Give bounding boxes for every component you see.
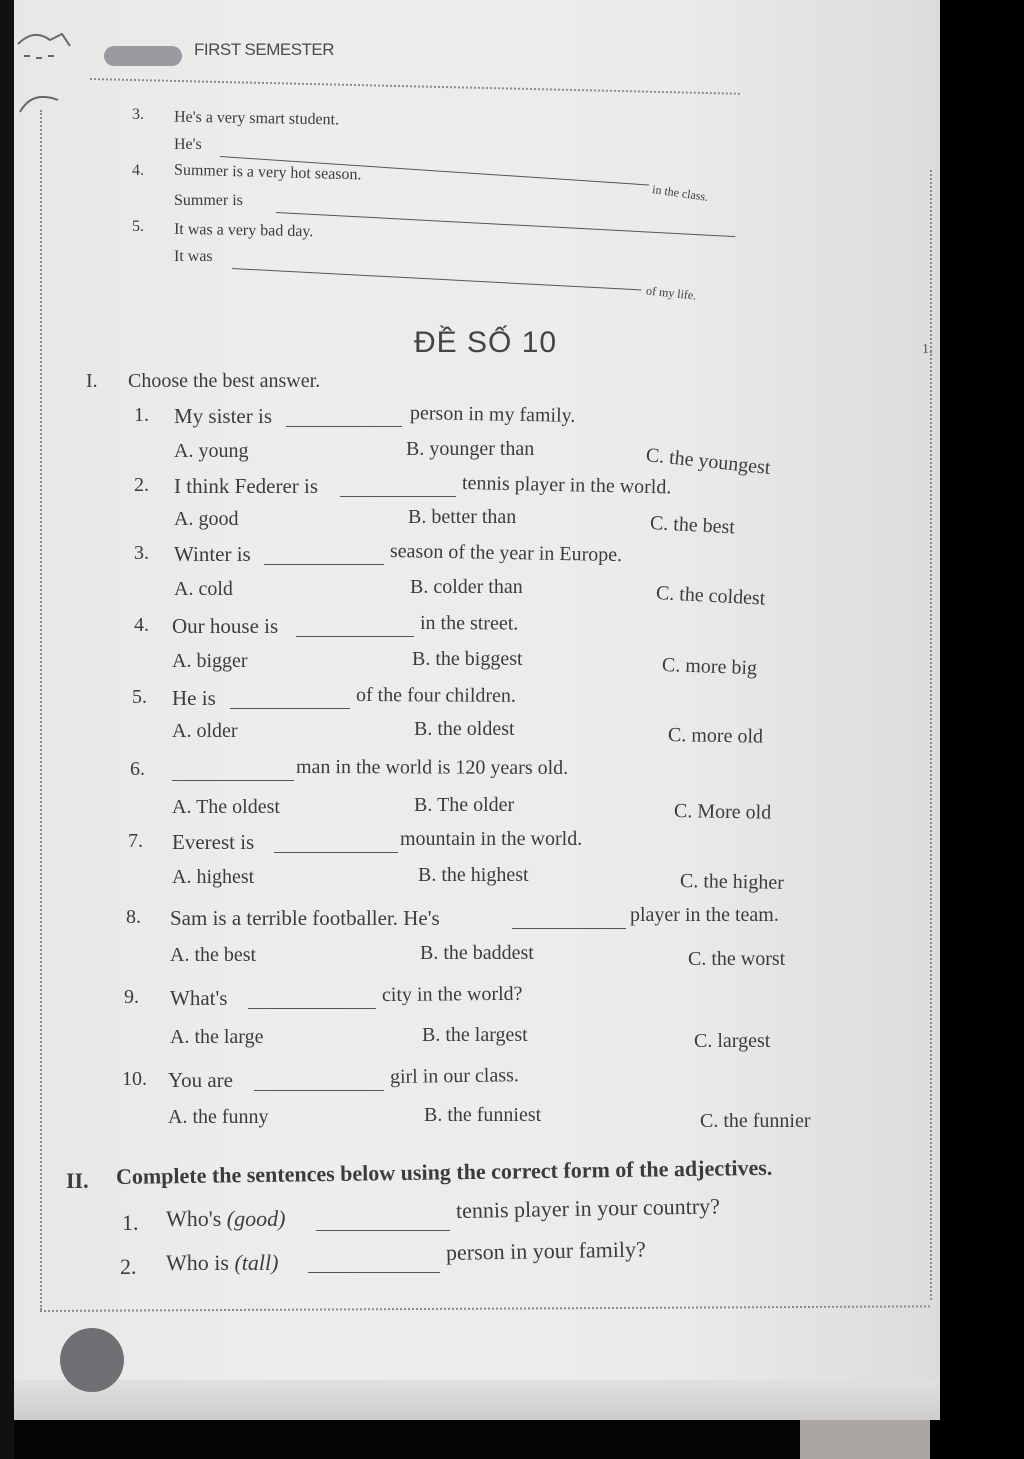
option-a[interactable]: A. cold bbox=[174, 578, 233, 600]
item-text-before: Who is (tall) bbox=[166, 1250, 279, 1275]
question-number: 6. bbox=[130, 758, 145, 780]
question-text-after: in the street. bbox=[419, 612, 519, 635]
option-b[interactable]: B. the funniest bbox=[424, 1104, 542, 1126]
answer-blank[interactable] bbox=[512, 928, 626, 929]
option-a[interactable]: A. highest bbox=[172, 866, 255, 888]
answer-line[interactable] bbox=[308, 1272, 440, 1273]
question-text-after: of the four children. bbox=[355, 684, 517, 707]
option-a[interactable]: A. good bbox=[174, 508, 239, 530]
option-a[interactable]: A. older bbox=[172, 720, 238, 742]
question-number: 2. bbox=[134, 474, 149, 496]
option-b[interactable]: B. younger than bbox=[406, 438, 535, 460]
answer-blank[interactable] bbox=[248, 1008, 376, 1009]
item-sentence: He's a very smart student. bbox=[173, 108, 340, 129]
section-heading: Choose the best answer. bbox=[128, 370, 321, 392]
item-suffix: in the class. bbox=[651, 182, 710, 204]
item-rewrite: Summer is bbox=[174, 192, 243, 209]
question-text-after: girl in our class. bbox=[389, 1064, 520, 1088]
left-background bbox=[0, 0, 14, 1459]
item-number: 1. bbox=[122, 1210, 139, 1235]
answer-blank[interactable] bbox=[296, 636, 414, 637]
question-number: 4. bbox=[134, 614, 149, 636]
item-suffix: of my life. bbox=[645, 283, 697, 303]
option-b[interactable]: B. the largest bbox=[422, 1024, 528, 1046]
option-a[interactable]: A. the best bbox=[170, 944, 257, 966]
adjective-hint: (tall) bbox=[234, 1250, 279, 1275]
question-text-before: Our house is bbox=[172, 614, 279, 638]
item-number: 4. bbox=[132, 162, 144, 179]
option-b[interactable]: B. the highest bbox=[418, 864, 529, 886]
adjective-hint: (good) bbox=[226, 1206, 286, 1231]
page-number-circle bbox=[60, 1328, 124, 1392]
option-b[interactable]: B. colder than bbox=[410, 576, 523, 598]
question-text-before: He is bbox=[172, 686, 216, 710]
option-c[interactable]: C. largest bbox=[694, 1030, 771, 1052]
test-title: ĐỀ SỐ 10 bbox=[414, 326, 558, 359]
option-a[interactable]: A. The oldest bbox=[172, 796, 280, 818]
item-rewrite: It was bbox=[174, 248, 213, 265]
answer-blank[interactable] bbox=[274, 852, 398, 853]
option-c[interactable]: C. more big bbox=[661, 654, 758, 680]
question-text-before: What's bbox=[170, 986, 228, 1010]
answer-blank[interactable] bbox=[254, 1090, 384, 1091]
header-badge bbox=[104, 46, 182, 66]
section-number: II. bbox=[66, 1168, 89, 1193]
header-title: FIRST SEMESTER bbox=[194, 40, 335, 59]
question-number: 9. bbox=[124, 986, 139, 1008]
option-a[interactable]: A. young bbox=[174, 440, 249, 462]
item-rewrite: He's bbox=[174, 136, 202, 153]
option-a[interactable]: A. bigger bbox=[172, 650, 248, 672]
item-text-before: Who's (good) bbox=[166, 1206, 286, 1231]
cat-doodle-icon bbox=[14, 20, 104, 120]
question-text-before: Winter is bbox=[174, 542, 251, 566]
question-text-before: Sam is a terrible footballer. He's bbox=[170, 906, 440, 930]
question-text-before: I think Federer is bbox=[174, 474, 319, 498]
answer-blank[interactable] bbox=[230, 708, 350, 709]
answer-blank[interactable] bbox=[340, 496, 456, 497]
option-c[interactable]: C. more old bbox=[667, 724, 764, 748]
question-text-after: person in my family. bbox=[409, 402, 576, 427]
item-sentence: It was a very bad day. bbox=[173, 220, 314, 241]
question-text-after: city in the world? bbox=[381, 982, 523, 1006]
option-b[interactable]: B. better than bbox=[408, 506, 517, 528]
option-b[interactable]: B. the baddest bbox=[420, 942, 534, 964]
answer-blank[interactable] bbox=[264, 564, 384, 565]
question-number: 1. bbox=[134, 404, 149, 426]
answer-blank[interactable] bbox=[286, 426, 402, 427]
option-c[interactable]: C. More old bbox=[673, 800, 772, 824]
item-text-after: person in your family? bbox=[445, 1236, 646, 1265]
option-c[interactable]: C. the higher bbox=[679, 870, 785, 894]
question-text-before: You are bbox=[168, 1068, 233, 1092]
option-c[interactable]: C. the funnier bbox=[700, 1110, 811, 1132]
option-c[interactable]: C. the best bbox=[649, 512, 736, 539]
question-number: 8. bbox=[126, 906, 141, 928]
item-number: 3. bbox=[132, 106, 144, 123]
question-number: 5. bbox=[132, 686, 147, 708]
question-text-after: tennis player in the world. bbox=[461, 472, 672, 499]
question-text-after: season of the year in Europe. bbox=[389, 540, 623, 567]
right-background bbox=[930, 0, 1024, 1459]
option-c[interactable]: C. the coldest bbox=[655, 582, 766, 610]
question-number: 3. bbox=[134, 542, 149, 564]
item-number: 2. bbox=[120, 1254, 137, 1279]
section-heading: Complete the sentences below using the correct form of the adjectives. bbox=[115, 1154, 773, 1189]
item-sentence: Summer is a very hot season. bbox=[173, 161, 362, 184]
question-number: 10. bbox=[122, 1068, 147, 1090]
page-edge bbox=[14, 1380, 940, 1420]
border-left bbox=[40, 110, 42, 1310]
option-c[interactable]: C. the worst bbox=[688, 948, 786, 970]
question-text-before: Everest is bbox=[172, 830, 255, 854]
question-text-before: My sister is bbox=[174, 404, 273, 428]
answer-blank[interactable] bbox=[172, 780, 294, 781]
section-number: I. bbox=[86, 370, 98, 392]
item-text-after: tennis player in your country? bbox=[455, 1193, 721, 1223]
question-text-after: player in the team. bbox=[630, 904, 779, 926]
option-b[interactable]: B. The older bbox=[414, 794, 515, 816]
question-number: 7. bbox=[128, 830, 143, 852]
option-b[interactable]: B. the oldest bbox=[414, 718, 515, 740]
border-right bbox=[930, 170, 932, 1300]
question-text-after: mountain in the world. bbox=[400, 828, 583, 850]
answer-line[interactable] bbox=[316, 1230, 450, 1231]
option-a[interactable]: A. the funny bbox=[168, 1106, 269, 1128]
question-text-after: man in the world is 120 years old. bbox=[295, 756, 569, 779]
option-c[interactable]: C. the youngest bbox=[644, 444, 772, 480]
item-number: 5. bbox=[132, 218, 144, 235]
option-b[interactable]: B. the biggest bbox=[412, 648, 523, 670]
margin-mark: 1. bbox=[922, 342, 933, 357]
option-a[interactable]: A. the large bbox=[170, 1026, 264, 1048]
